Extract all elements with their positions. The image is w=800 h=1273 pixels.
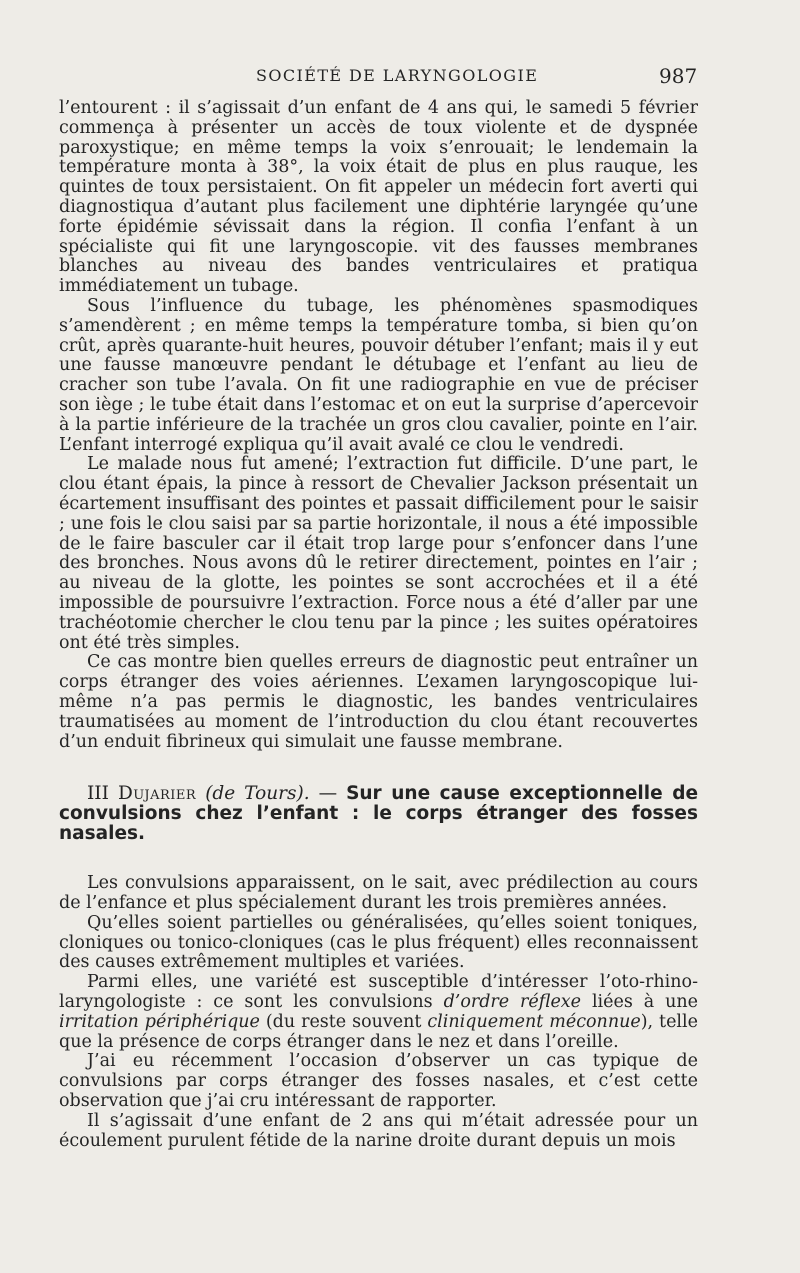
page-header — [0, 64, 800, 94]
paragraph: Il s’agissait d’une enfant de 2 ans qui m’était adressée pour un écoulement purulent fétide de la narine droite durant depuis un mois — [59, 1110, 698, 1151]
text-run: (du reste souvent — [259, 1011, 428, 1032]
paragraph — [59, 973, 698, 1052]
paragraph: Le malade nous fut amené; l’extraction fut difficile. D’une part, le clou étant épais, la pince à ressort de Chevalier Jackson présentait un écartement insuffisant des pointes et passait difficilement pour le saisir ; une fois le clou saisi par sa partie horizontale, il nous a été impossible de le faire basculer car il était trop large pour s’enfoncer dans l’une des bronches. Nous avons dû le retirer directement, pointes en l’air ; au niveau de la glotte, les pointes se sont accrochées et il a été impossible de poursuivre l’extraction. Force nous a été d’aller par une trachéotomie chercher le clou tenu par la pince ; les suites opératoires ont été très simples. — [59, 454, 698, 653]
running-head: SOCIÉTÉ DE LARYNGOLOGIE — [256, 66, 539, 85]
paragraph: Les convulsions apparaissent, on le sait, avec prédilection au cours de l’enfance et plus spécialement durant les trois premières années. — [59, 873, 698, 914]
article-title: Sur une cause exceptionnelle de convulsions chez l’enfant : le corps étranger des fosses nasales. — [59, 783, 698, 845]
article-affiliation: (de Tours). — [205, 783, 310, 805]
paragraph: Sous l’influence du tubage, les phénomènes spasmodiques s’amendèrent ; en même temps la température tomba, si bien qu’on crût, après quarante-huit heures, pouvoir détuber l’enfant; mais il y eut une fausse manœuvre pendant le détubage et l’enfant au lieu de cracher son tube l’avala. On fit une radiographie en vue de préciser son iège ; le tube était dans l’estomac et on eut la surprise d’apercevoir à la partie inférieure de la trachée un gros clou cavalier, pointe en l’air. L’enfant interrogé expliqua qu’il avait avalé ce clou le vendredi. — [59, 295, 698, 455]
emphasis: irritation périphérique — [59, 1011, 260, 1032]
text-run: ), telle que la présence de corps étranger dans le nez et dans l’oreille. — [59, 1011, 698, 1052]
paragraph: J’ai eu récemment l’occasion d’observer un cas typique de convulsions par corps étranger des fosses nasales, et c’est cette observation que j’ai cru intéressant de rapporter. — [59, 1051, 698, 1112]
page-body — [59, 99, 698, 1151]
article-author: Dujarier — [117, 783, 197, 805]
page-number: 987 — [659, 64, 698, 88]
paragraph: l’entourent : il s’agissait d’un enfant de 4 ans qui, le samedi 5 février commença à présenter un accès de toux violente et de dyspnée paroxystique; en même temps la voix s’enrouait; le lendemain la température monta à 38°, la voix était de plus en plus rauque, les quintes de toux persistaient. On fit appeler un médecin fort averti qui diagnostiqua d’autant plus facilement une diphtérie laryngée qu’une forte épidémie sévissait dans la région. Il confia l’enfant à un spécialiste qui fit une laryngoscopie. vit des fausses membranes blanches au niveau des bandes ventriculaires et pratiqua immédiatement un tubage. — [59, 98, 698, 297]
article-number: III — [87, 783, 109, 805]
emphasis: cliniquement méconnue — [427, 1011, 641, 1032]
paragraph: Qu’elles soient partielles ou généralisées, qu’elles soient toniques, cloniques ou tonico-cloniques (cas le plus fréquent) elles reconnaissent des causes extrêmement multiples et variées. — [59, 912, 698, 973]
article-heading — [59, 784, 698, 844]
text-run: Parmi elles, une variété est susceptible d’intéresser l’oto-rhino-laryngologiste : ce sont les convulsions — [59, 972, 698, 1013]
text-run: liées à une — [581, 992, 698, 1013]
emphasis: d’ordre réflexe — [443, 992, 582, 1013]
heading-dash: — — [309, 783, 347, 805]
paragraph: Ce cas montre bien quelles erreurs de diagnostic peut entraîner un corps étranger des voies aériennes. L’examen laryngoscopique lui-même n’a pas permis le diagnostic, les bandes ventriculaires traumatisées au moment de l’introduction du clou étant recouvertes d’un enduit fibrineux qui simulait une fausse membrane. — [59, 652, 698, 752]
